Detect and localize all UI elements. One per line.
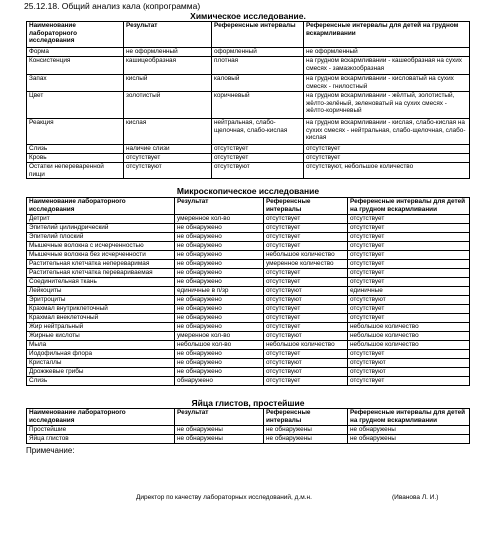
table-cell: не обнаружены [348, 435, 470, 444]
chem-section-title: Химическое исследование. [190, 11, 306, 21]
table-cell: Простейшие [27, 426, 175, 435]
table-cell: отсутствует [264, 215, 348, 224]
table-cell: отсутствуют [212, 163, 304, 179]
table-row [27, 260, 470, 269]
signature-position: Директор по качеству лабораторных исследований, д.м.н. [136, 494, 312, 501]
table-cell: отсутствует [348, 314, 470, 323]
table-cell: Крахмал внеклеточный [27, 314, 175, 323]
table-row [27, 296, 470, 305]
table-cell: отсутствует [348, 215, 470, 224]
column-header: Результат [175, 198, 264, 215]
table-cell: отсутствуют [264, 332, 348, 341]
table-cell: отсутствует [264, 305, 348, 314]
table-cell: не обнаружено [175, 224, 264, 233]
table-cell: отсутствуют [264, 296, 348, 305]
table-cell: отсутствуют [124, 163, 212, 179]
column-header: Референсные интервалы [212, 22, 304, 48]
table-cell: не обнаружены [264, 426, 348, 435]
table-cell: отсутствует [348, 305, 470, 314]
table-cell: кислый [124, 75, 212, 92]
table-cell: каловый [212, 75, 304, 92]
table-row [27, 368, 470, 377]
table-cell: небольшое количество [348, 341, 470, 350]
table-cell: Остатки непереваренной пищи [27, 163, 124, 179]
table-cell: Эпителий плоский [27, 233, 175, 242]
column-header: Референсные интервалы [264, 198, 348, 215]
table-cell: отсутствует [264, 278, 348, 287]
table-cell: Растительная клетчатка непереваримая [27, 260, 175, 269]
table-row [27, 332, 470, 341]
table-cell: отсутствует [348, 377, 470, 386]
table-cell: оформленный [212, 48, 304, 57]
table-header-row [27, 198, 470, 215]
table-cell: отсутствует [348, 278, 470, 287]
table-cell: отсутствует [348, 251, 470, 260]
table-row [27, 251, 470, 260]
table-cell: Дрожжевые грибы [27, 368, 175, 377]
table-cell: отсутствуют [264, 368, 348, 377]
column-header: Наименование лабораторного исследования [27, 409, 175, 426]
table-cell: нейтральная, слабо-щелочная, слабо-кислая [212, 119, 304, 145]
column-header: Референсные интервалы для детей на грудном вскармливании [304, 22, 470, 48]
eggs-table [26, 408, 470, 444]
note-label: Примечание: [26, 446, 75, 455]
table-row [27, 287, 470, 296]
table-cell: Жир нейтральный [27, 323, 175, 332]
table-cell: Лейкоциты [27, 287, 175, 296]
table-cell: коричневый [212, 92, 304, 119]
table-cell: Соединительная ткань [27, 278, 175, 287]
table-cell: отсутствуют [264, 359, 348, 368]
table-cell: Детрит [27, 215, 175, 224]
micro-section-title: Микроскопическое исследование [176, 186, 320, 196]
table-cell: Мыла [27, 341, 175, 350]
table-cell: отсутствует [304, 145, 470, 154]
table-cell: небольшое количество [348, 323, 470, 332]
table-cell: обнаружено [175, 377, 264, 386]
table-cell: небольшое количество [264, 341, 348, 350]
table-cell: не обнаружено [175, 260, 264, 269]
table-cell: Растительная клетчатка перевариваемая [27, 269, 175, 278]
table-cell: отсутствуют [348, 359, 470, 368]
table-cell: отсутствует [212, 154, 304, 163]
table-row [27, 224, 470, 233]
table-cell: не обнаружено [175, 368, 264, 377]
table-cell: плотная [212, 57, 304, 75]
eggs-section-title: Яйца глистов, простейшие [191, 398, 305, 408]
table-cell: умеренное кол-во [175, 332, 264, 341]
table-cell: кашицеобразная [124, 57, 212, 75]
table-row [27, 242, 470, 251]
table-cell: Слизь [27, 377, 175, 386]
table-row [27, 269, 470, 278]
table-cell: отсутствует [264, 224, 348, 233]
table-cell: не обнаружено [175, 269, 264, 278]
table-cell: на грудном вскармливании - кислая, слабо-кислая на сухих смесях - нейтральная, слабо-щелочная, слабо-кислая [304, 119, 470, 145]
table-cell: не обнаружено [175, 242, 264, 251]
table-cell: отсутствуют, небольшое количество [304, 163, 470, 179]
table-cell: Мышечные волокна без исчерченности [27, 251, 175, 260]
table-row [27, 323, 470, 332]
table-row [27, 48, 470, 57]
table-row [27, 119, 470, 145]
table-cell: Эритроциты [27, 296, 175, 305]
table-cell: не обнаружены [348, 426, 470, 435]
table-cell: наличие слизи [124, 145, 212, 154]
table-cell: на грудном вскармливании - кисловатый на сухих смесях - гнилостный [304, 75, 470, 92]
table-cell: отсутствуют [264, 287, 348, 296]
table-cell: отсутствует [348, 233, 470, 242]
table-cell: Слизь [27, 145, 124, 154]
table-cell: отсутствует [264, 377, 348, 386]
table-cell: золотистый [124, 92, 212, 119]
signature-name: (Иванова Л. И.) [392, 494, 439, 501]
column-header: Наименование лабораторного исследования [27, 198, 175, 215]
table-cell: Консистенция [27, 57, 124, 75]
table-header-row [27, 409, 470, 426]
table-row [27, 57, 470, 75]
table-header-row [27, 22, 470, 48]
table-cell: не обнаружены [175, 435, 264, 444]
table-cell: отсутствует [348, 269, 470, 278]
table-row [27, 426, 470, 435]
table-row [27, 278, 470, 287]
table-cell: не оформленный [304, 48, 470, 57]
table-cell: отсутствует [264, 350, 348, 359]
table-cell: небольшое количество [348, 332, 470, 341]
table-cell: отсутствуют [348, 296, 470, 305]
table-cell: умеренное кол-во [175, 215, 264, 224]
table-row [27, 350, 470, 359]
table-row [27, 75, 470, 92]
document-header: 25.12.18. Общий анализ кала (копрограмма) [24, 1, 201, 11]
table-cell: Йодофильная флора [27, 350, 175, 359]
table-cell: отсутствует [264, 323, 348, 332]
table-row [27, 145, 470, 154]
table-row [27, 359, 470, 368]
table-row [27, 377, 470, 386]
table-cell: отсутствует [212, 145, 304, 154]
table-cell: Кристаллы [27, 359, 175, 368]
table-cell: отсутствуют [348, 368, 470, 377]
table-cell: Жирные кислоты [27, 332, 175, 341]
table-cell: кислая [124, 119, 212, 145]
micro-table [26, 197, 470, 386]
table-cell: Реакция [27, 119, 124, 145]
table-cell: Цвет [27, 92, 124, 119]
column-header: Наименование лабораторного исследования [27, 22, 124, 48]
table-cell: не обнаружены [175, 426, 264, 435]
table-cell: отсутствует [348, 260, 470, 269]
table-cell: не обнаружено [175, 314, 264, 323]
table-row [27, 435, 470, 444]
table-cell: Яйца глистов [27, 435, 175, 444]
table-cell: Запах [27, 75, 124, 92]
table-cell: не оформленный [124, 48, 212, 57]
table-cell: на грудном вскармливании - жёлтый, золотистый, жёлто-зелёный, зеленоватый на сухих смесях - жёлто-коричневый [304, 92, 470, 119]
table-cell: не обнаружено [175, 251, 264, 260]
table-cell: умеренное количество [264, 260, 348, 269]
column-header: Референсные интервалы [264, 409, 348, 426]
table-cell: не обнаружено [175, 305, 264, 314]
table-cell: небольшое кол-во [175, 341, 264, 350]
table-cell: единичные [348, 287, 470, 296]
table-cell: отсутствует [348, 350, 470, 359]
column-header: Результат [124, 22, 212, 48]
table-cell: отсутствует [348, 224, 470, 233]
table-cell: отсутствует [264, 242, 348, 251]
table-cell: Кровь [27, 154, 124, 163]
table-row [27, 215, 470, 224]
table-cell: не обнаружено [175, 323, 264, 332]
column-header: Результат [175, 409, 264, 426]
table-cell: на грудном вскармливании - кашеобразная на сухих смесях - замазкообразная [304, 57, 470, 75]
table-cell: Мышечные волокна с исчерченностью [27, 242, 175, 251]
table-cell: отсутствует [264, 233, 348, 242]
table-row [27, 341, 470, 350]
chem-table [26, 21, 470, 179]
table-cell: Эпителий цилиндрический [27, 224, 175, 233]
table-cell: Форма [27, 48, 124, 57]
table-cell: не обнаружено [175, 233, 264, 242]
table-row [27, 154, 470, 163]
table-cell: Крахмал внутриклеточный [27, 305, 175, 314]
table-cell: не обнаружено [175, 278, 264, 287]
table-row [27, 314, 470, 323]
table-cell: отсутствует [264, 314, 348, 323]
table-row [27, 92, 470, 119]
table-cell: не обнаружено [175, 359, 264, 368]
column-header: Референсные интервалы для детей на грудном вскармливании [348, 198, 470, 215]
table-cell: не обнаружены [264, 435, 348, 444]
table-cell: единичные в п/зр [175, 287, 264, 296]
table-row [27, 163, 470, 179]
table-row [27, 233, 470, 242]
table-cell: не обнаружено [175, 296, 264, 305]
table-row [27, 305, 470, 314]
column-header: Референсные интервалы для детей на грудном вскармливании [348, 409, 470, 426]
table-cell: не обнаружено [175, 350, 264, 359]
table-cell: небольшое количество [264, 251, 348, 260]
table-cell: отсутствует [124, 154, 212, 163]
table-cell: отсутствует [348, 242, 470, 251]
table-cell: отсутствует [304, 154, 470, 163]
table-cell: отсутствует [264, 269, 348, 278]
